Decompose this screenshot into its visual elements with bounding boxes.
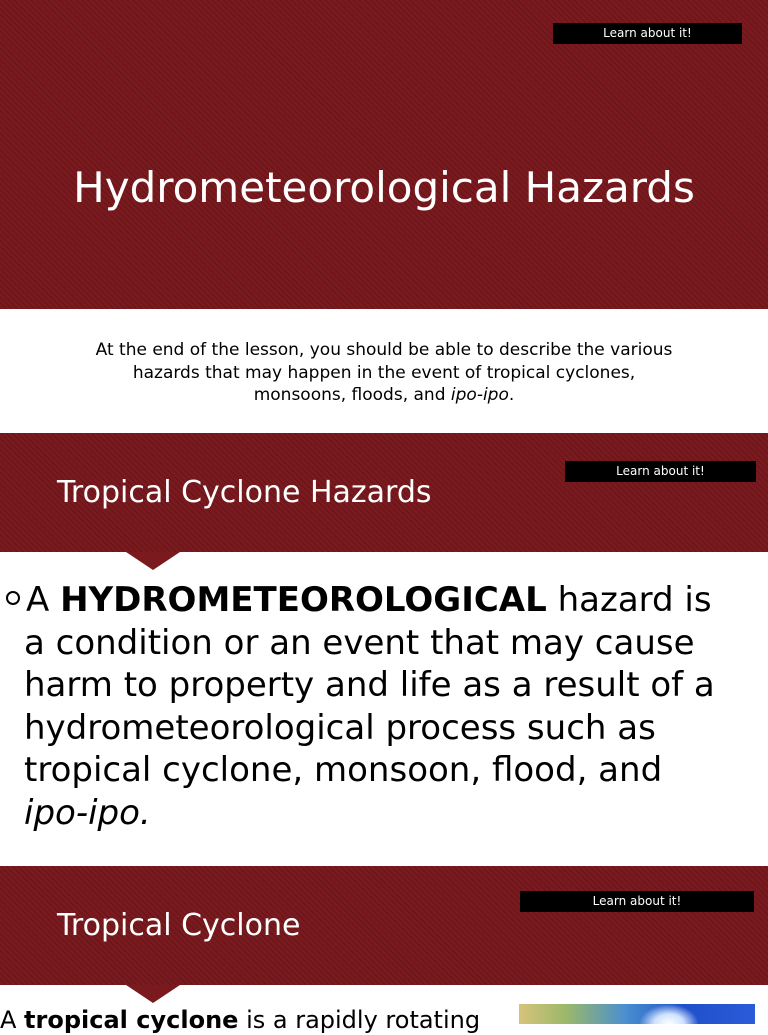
page-title: Hydrometeorological Hazards xyxy=(73,163,695,212)
definition-line-1-end: hazard is xyxy=(546,580,712,620)
tropical-cyclone-hazards-banner xyxy=(0,433,768,552)
lesson-objective-line-1: At the end of the lesson, you should be able to describe the various xyxy=(95,340,673,360)
learn-about-it-button[interactable]: Learn about it! xyxy=(553,23,742,44)
lesson-objective-line-3-start: monsoons, floods, and xyxy=(253,385,451,405)
tropical-cyclone-satellite-image xyxy=(519,1004,755,1024)
banner-notch xyxy=(126,985,180,1003)
circle-bullet-icon xyxy=(6,591,20,605)
learn-about-it-button[interactable]: Learn about it! xyxy=(520,891,754,912)
cloud-swirl-shape xyxy=(639,1004,699,1024)
tropical-cyclone-description xyxy=(0,1005,480,1035)
learn-about-it-button[interactable]: Learn about it! xyxy=(565,461,756,482)
title-banner xyxy=(0,0,768,309)
ipo-ipo-term: ipo-ipo. xyxy=(24,792,151,833)
hydrometeorological-term: HYDROMETEOROLOGICAL xyxy=(60,580,547,620)
lesson-objective-line-2: hazards that may happen in the event of tropical cyclones, xyxy=(132,362,636,383)
tropical-cyclone-description-end: is a rapidly rotating xyxy=(238,1006,481,1034)
definition-line-4: hydrometeorological process such as xyxy=(24,707,656,748)
definition-line-5: tropical cyclone, monsoon, flood, and xyxy=(24,750,663,790)
definition-line-3: harm to property and life as a result of a xyxy=(24,665,715,705)
section-title-tropical-cyclone-hazards: Tropical Cyclone Hazards xyxy=(57,475,432,510)
lesson-objective-line-3-end: . xyxy=(508,385,515,405)
ipo-ipo-term: ipo-ipo xyxy=(450,385,509,405)
definition-line-2: a condition or an event that may cause xyxy=(24,622,695,663)
definition-line-6 xyxy=(24,792,151,835)
section-title-tropical-cyclone: Tropical Cyclone xyxy=(57,908,301,943)
lesson-objective-text xyxy=(40,339,728,407)
tropical-cyclone-term: tropical cyclone xyxy=(24,1006,239,1034)
lesson-objective-line-3 xyxy=(40,384,728,407)
definition-line-1-start: A xyxy=(26,580,61,620)
banner-notch xyxy=(126,552,180,570)
definition-line-1 xyxy=(26,579,712,622)
tropical-cyclone-description-start: A xyxy=(0,1006,25,1034)
tropical-cyclone-banner xyxy=(0,866,768,985)
